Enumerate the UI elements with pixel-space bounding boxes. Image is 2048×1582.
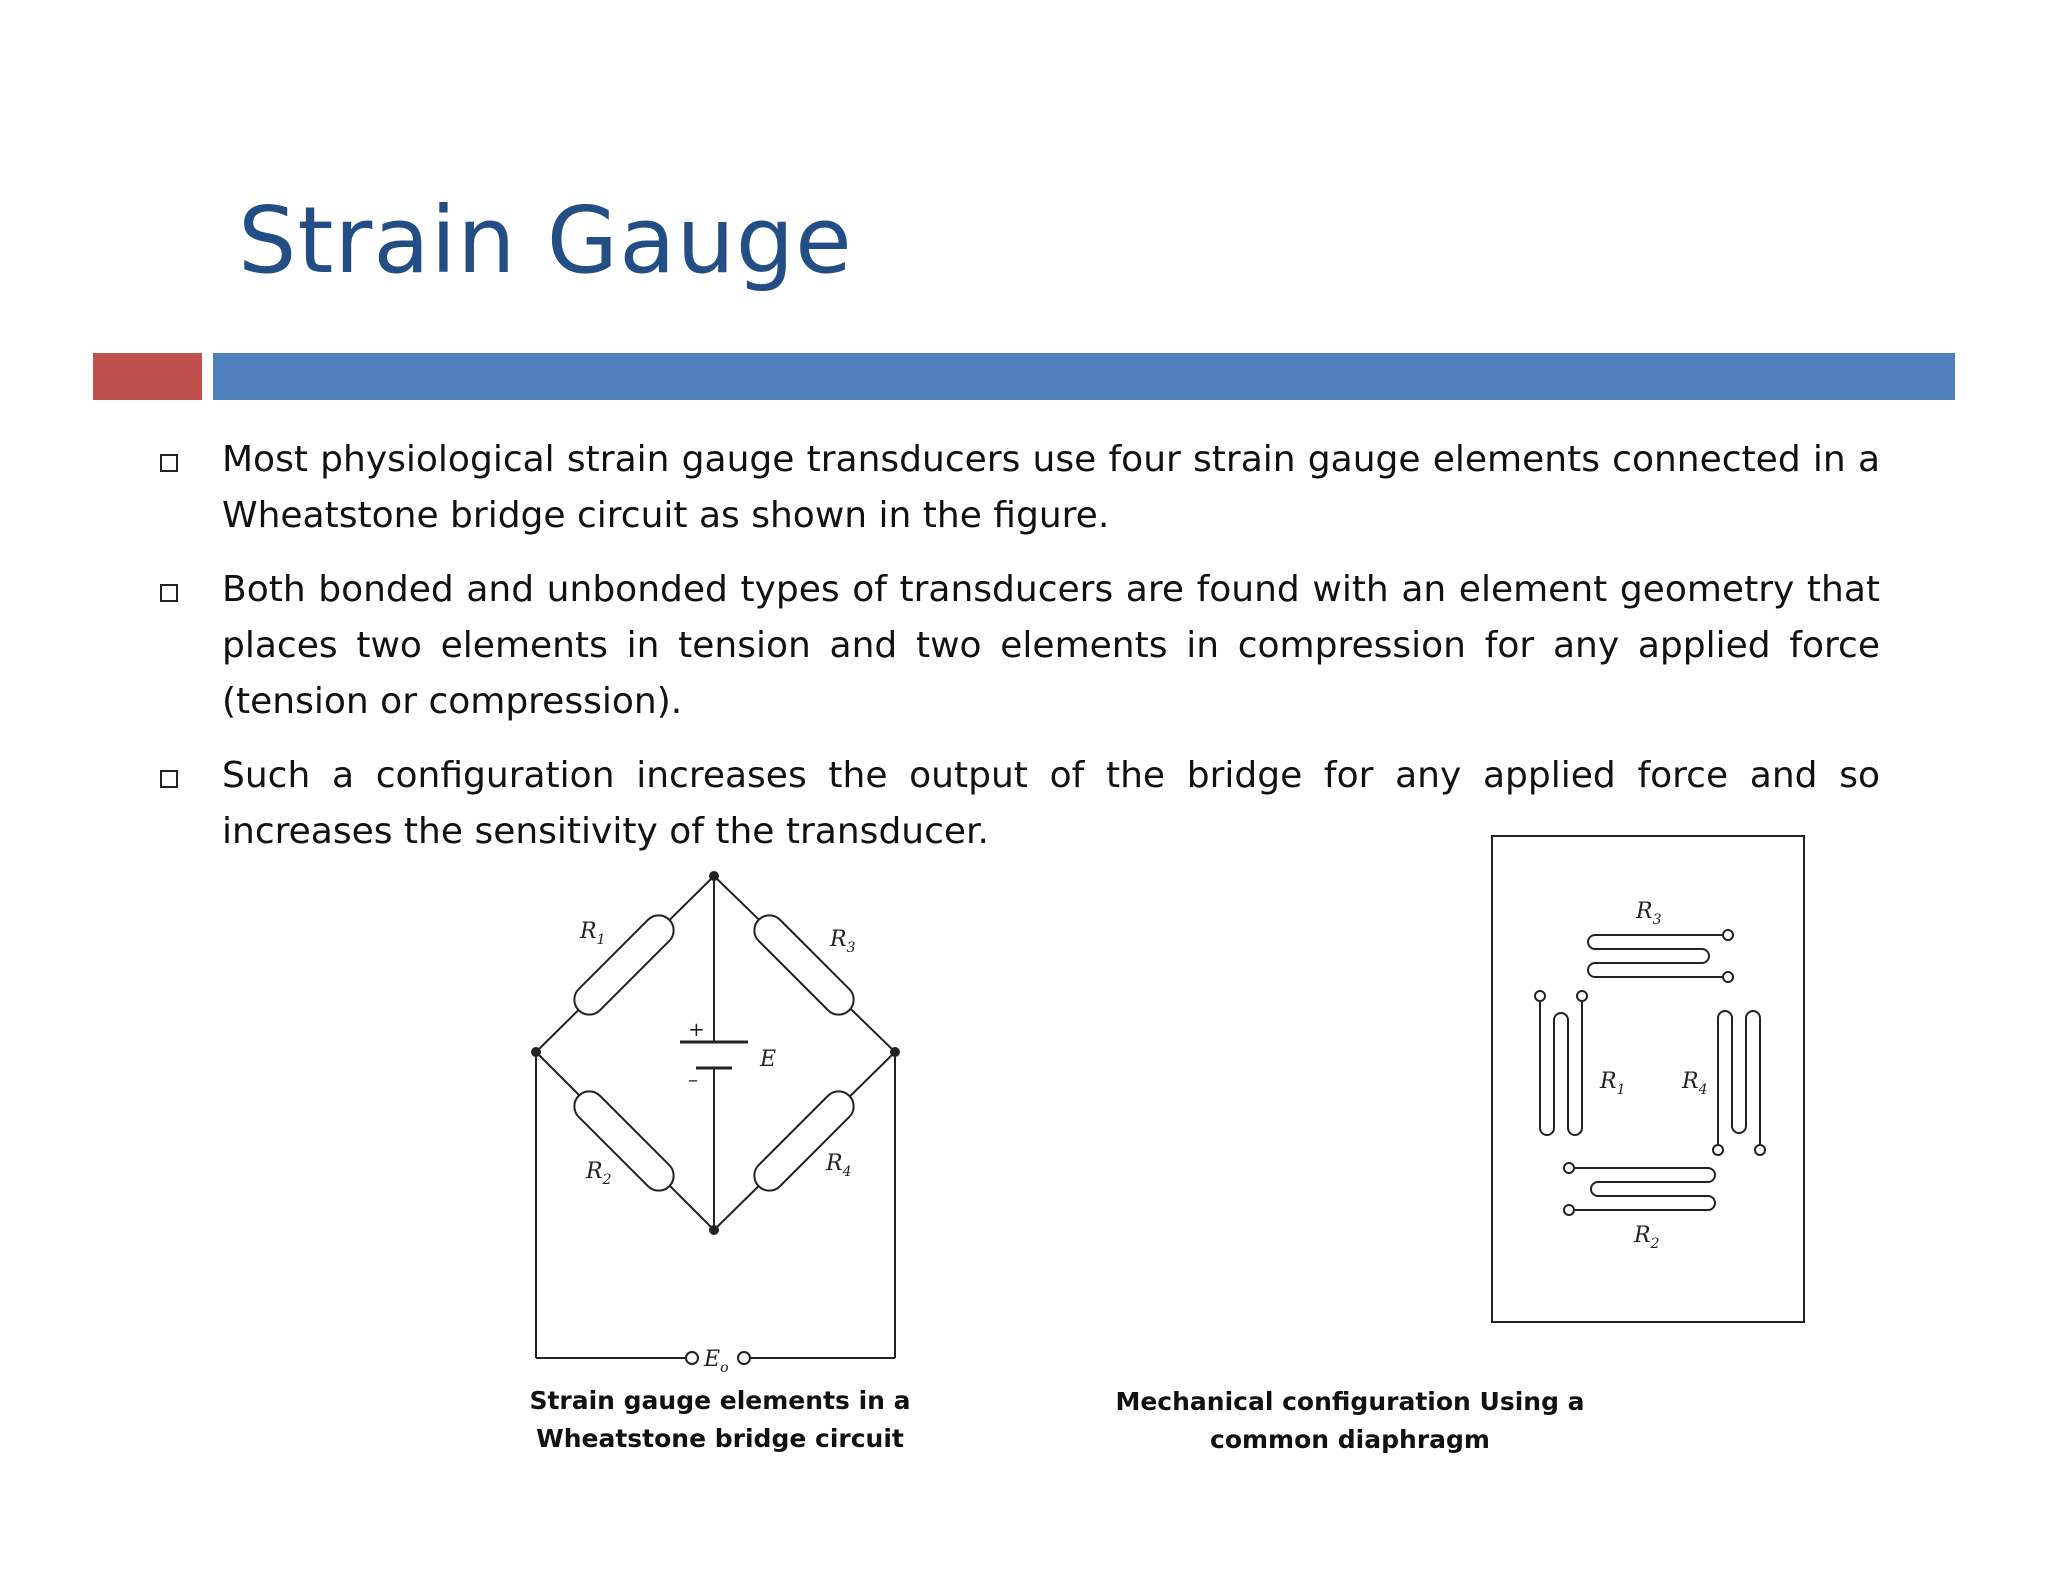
gauge-terminal-icon [1723,972,1733,982]
wheatstone-bridge-figure [520,860,920,1380]
square-bullet-icon [160,584,178,602]
battery-icon [680,1042,748,1068]
bullet-text: Both bonded and unbonded types of transducers are found with an element geometry that places two elements in tension and two elements in compression for any applied force (tension or compression). [222,569,1880,722]
resistor-r2-icon [568,1085,680,1197]
bullet-list [152,432,1880,878]
label-r1: $R_1$ [580,919,606,948]
bullet-text: Such a configuration increases the output of the bridge for any applied force and so increases the sensitivity of the transducer. [222,755,1880,852]
resistor-r3-icon [748,909,860,1021]
label-r2: $R_2$ [586,1159,612,1188]
diaphragm-caption [1090,1383,1610,1459]
node-dot-icon [531,1047,541,1057]
bridge-caption [520,1382,920,1458]
bullet-item [152,562,1880,730]
wheatstone-bridge-diagram [520,860,920,1380]
node-dot-icon [709,871,719,881]
diaphragm-diagram [1480,825,1830,1335]
node-dot-icon [709,1225,719,1235]
bullet-item [152,432,1880,544]
output-terminal-icon [738,1352,750,1364]
bullet-text: Most physiological strain gauge transducers use four strain gauge elements connected in a Wheatstone bridge circuit as shown in the figure. [222,439,1880,536]
gauge-terminal-icon [1564,1205,1574,1215]
square-bullet-icon [160,770,178,788]
resistor-r4-icon [748,1085,860,1197]
label-minus: – [688,1067,698,1091]
label-r1: $R_1$ [1600,1069,1626,1098]
output-terminal-icon [686,1352,698,1364]
gauge-terminal-icon [1755,1145,1765,1155]
gauge-terminal-icon [1723,930,1733,940]
label-eo: $E_o$ [704,1347,729,1376]
title-accent-bar-blue [213,353,1955,400]
node-dot-icon [890,1047,900,1057]
label-r4: $R_4$ [1682,1069,1708,1098]
slide-title: Strain Gauge [238,187,853,294]
label-r2: $R_2$ [1634,1223,1660,1252]
label-r3: $R_3$ [1636,899,1662,928]
gauge-terminal-icon [1535,991,1545,1001]
bridge-caption-line1: Strain gauge elements in a [529,1386,911,1415]
gauge-terminal-icon [1577,991,1587,1001]
label-r3: $R_3$ [830,927,856,956]
gauge-terminal-icon [1564,1163,1574,1173]
bridge-caption-line2: Wheatstone bridge circuit [536,1424,904,1453]
gauge-terminal-icon [1713,1145,1723,1155]
label-e: E [760,1047,777,1072]
square-bullet-icon [160,454,178,472]
diaphragm-caption-line2: common diaphragm [1210,1425,1490,1454]
diaphragm-figure [1480,825,1830,1335]
title-accent-bar-red [93,353,202,400]
diaphragm-caption-line1: Mechanical configuration Using a [1115,1387,1585,1416]
label-plus: + [688,1017,705,1041]
label-r4: $R_4$ [826,1151,852,1180]
